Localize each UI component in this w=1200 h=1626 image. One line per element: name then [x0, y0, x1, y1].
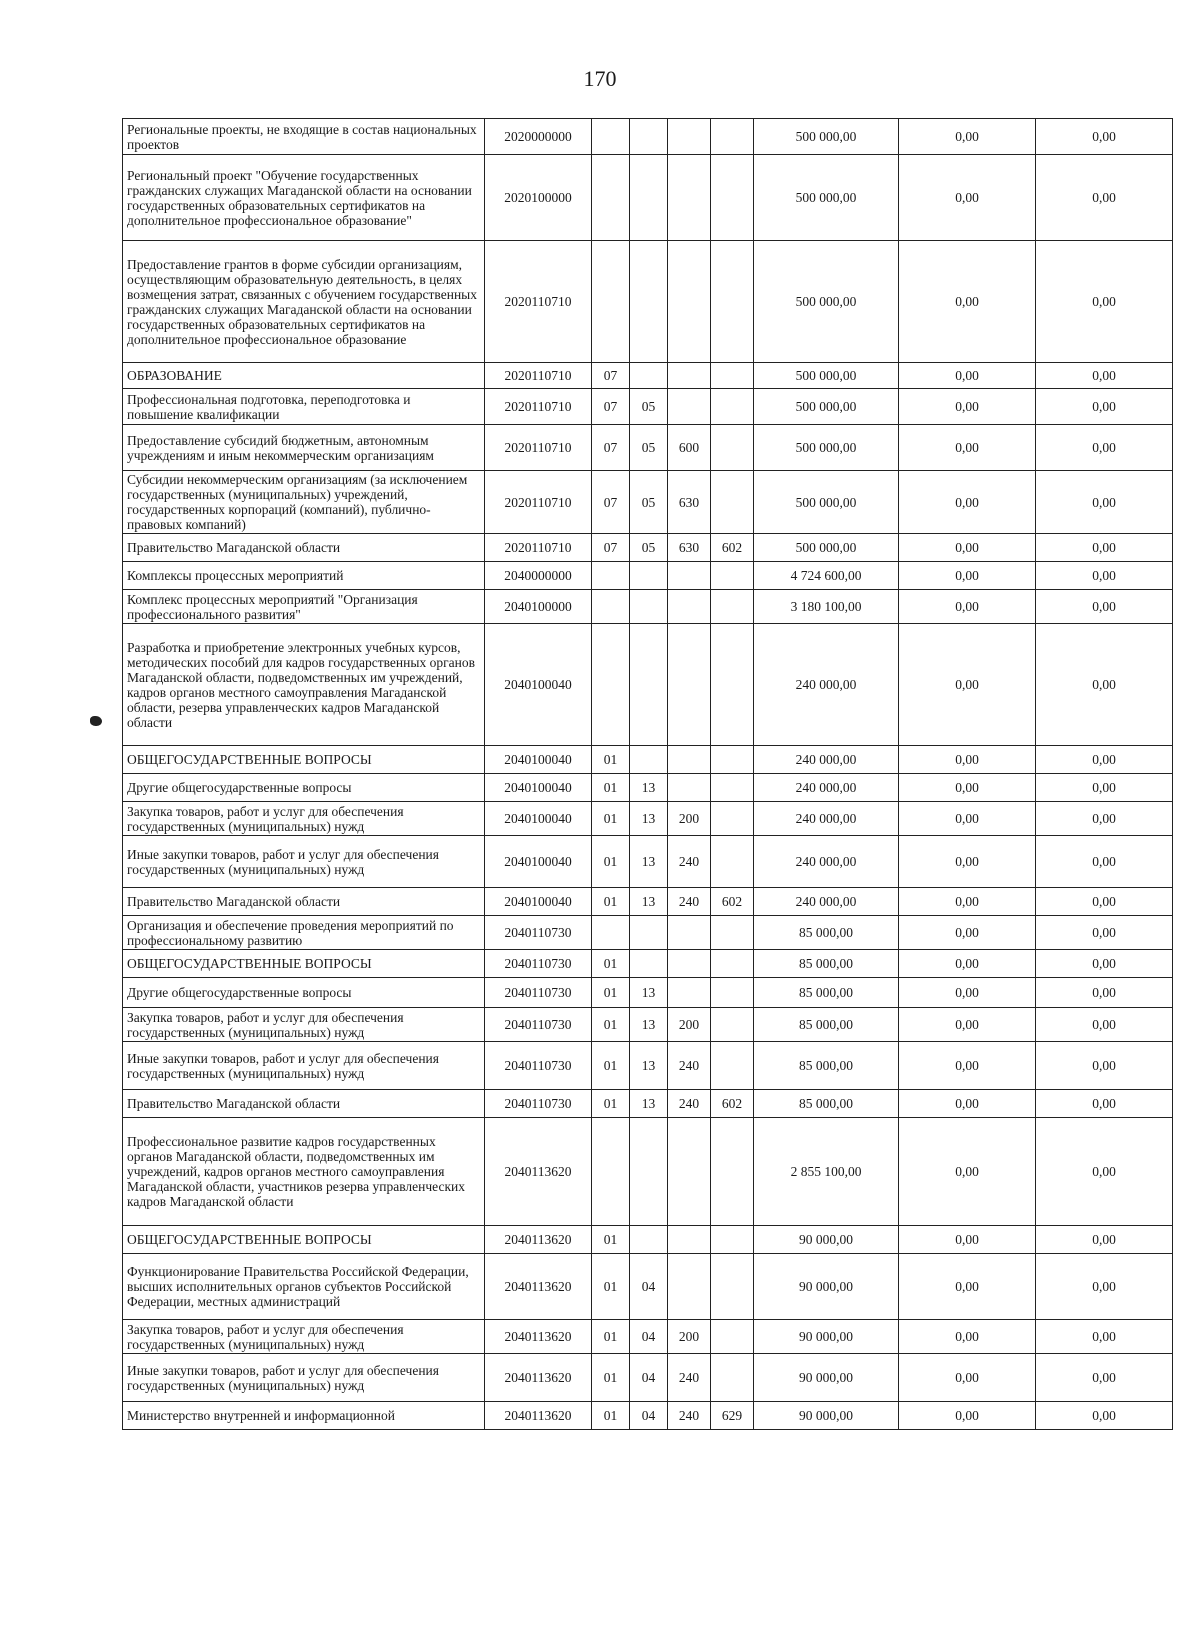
- row-code: 2040100040: [485, 888, 592, 916]
- row-amount-3: 0,00: [1036, 1254, 1173, 1320]
- row-subsection: [630, 1118, 668, 1226]
- row-amount-2: 0,00: [899, 1042, 1036, 1090]
- row-subsection: 13: [630, 1008, 668, 1042]
- row-section: 01: [592, 1254, 630, 1320]
- table-row: [123, 1118, 1173, 1226]
- row-amount-2: 0,00: [899, 916, 1036, 950]
- row-admin-code: [711, 1354, 754, 1402]
- row-name: Закупка товаров, работ и услуг для обеспечения государственных (муниципальных) нужд: [123, 1008, 485, 1042]
- row-amount-3: 0,00: [1036, 1402, 1173, 1430]
- row-admin-code: [711, 1042, 754, 1090]
- row-code: 2040100000: [485, 590, 592, 624]
- row-amount-2: 0,00: [899, 1090, 1036, 1118]
- row-name: Правительство Магаданской области: [123, 888, 485, 916]
- table-row: [123, 363, 1173, 389]
- table-row: [123, 1320, 1173, 1354]
- row-subsection: [630, 241, 668, 363]
- table-row: [123, 241, 1173, 363]
- row-admin-code: [711, 1118, 754, 1226]
- row-expense-type: [668, 916, 711, 950]
- row-expense-type: 200: [668, 1320, 711, 1354]
- row-subsection: [630, 746, 668, 774]
- row-section: [592, 624, 630, 746]
- row-amount-3: 0,00: [1036, 624, 1173, 746]
- row-name: Другие общегосударственные вопросы: [123, 978, 485, 1008]
- row-amount-2: 0,00: [899, 1008, 1036, 1042]
- row-section: 01: [592, 774, 630, 802]
- row-expense-type: 200: [668, 802, 711, 836]
- row-code: 2020110710: [485, 471, 592, 534]
- row-amount-3: 0,00: [1036, 119, 1173, 155]
- row-amount-2: 0,00: [899, 802, 1036, 836]
- row-subsection: 13: [630, 774, 668, 802]
- row-expense-type: [668, 241, 711, 363]
- row-amount: 90 000,00: [754, 1226, 899, 1254]
- row-expense-type: [668, 119, 711, 155]
- row-admin-code: [711, 241, 754, 363]
- row-section: 01: [592, 978, 630, 1008]
- row-name: ОБЩЕГОСУДАРСТВЕННЫЕ ВОПРОСЫ: [123, 746, 485, 774]
- row-admin-code: [711, 1226, 754, 1254]
- row-section: [592, 241, 630, 363]
- row-name: Правительство Магаданской области: [123, 1090, 485, 1118]
- row-admin-code: [711, 1254, 754, 1320]
- row-amount-3: 0,00: [1036, 1226, 1173, 1254]
- row-amount-2: 0,00: [899, 624, 1036, 746]
- row-name: ОБЩЕГОСУДАРСТВЕННЫЕ ВОПРОСЫ: [123, 950, 485, 978]
- row-subsection: 05: [630, 534, 668, 562]
- row-subsection: [630, 916, 668, 950]
- row-section: [592, 590, 630, 624]
- row-name: Другие общегосударственные вопросы: [123, 774, 485, 802]
- row-name: Комплекс процессных мероприятий "Организация профессионального развития": [123, 590, 485, 624]
- row-amount-3: 0,00: [1036, 746, 1173, 774]
- table-row: [123, 836, 1173, 888]
- row-expense-type: [668, 624, 711, 746]
- row-amount: 240 000,00: [754, 774, 899, 802]
- row-name: Профессиональная подготовка, переподготовка и повышение квалификации: [123, 389, 485, 425]
- row-amount: 85 000,00: [754, 1042, 899, 1090]
- row-amount: 2 855 100,00: [754, 1118, 899, 1226]
- row-amount-3: 0,00: [1036, 836, 1173, 888]
- row-subsection: [630, 590, 668, 624]
- row-code: 2040110730: [485, 916, 592, 950]
- row-amount: 85 000,00: [754, 1090, 899, 1118]
- row-code: 2040100040: [485, 746, 592, 774]
- row-section: 07: [592, 389, 630, 425]
- row-amount: 3 180 100,00: [754, 590, 899, 624]
- table-row: [123, 119, 1173, 155]
- row-expense-type: [668, 562, 711, 590]
- row-expense-type: [668, 1254, 711, 1320]
- row-amount: 90 000,00: [754, 1320, 899, 1354]
- row-name: Предоставление субсидий бюджетным, автономным учреждениям и иным некоммерческим организациям: [123, 425, 485, 471]
- row-section: 01: [592, 802, 630, 836]
- row-amount: 240 000,00: [754, 746, 899, 774]
- row-expense-type: 240: [668, 888, 711, 916]
- table-row: [123, 562, 1173, 590]
- row-name: Организация и обеспечение проведения мероприятий по профессиональному развитию: [123, 916, 485, 950]
- row-amount-3: 0,00: [1036, 802, 1173, 836]
- row-code: 2040110730: [485, 978, 592, 1008]
- table-row: [123, 1354, 1173, 1402]
- table-row: [123, 1402, 1173, 1430]
- row-amount-3: 0,00: [1036, 590, 1173, 624]
- row-subsection: 13: [630, 1090, 668, 1118]
- scan-smudge: [90, 716, 102, 726]
- row-expense-type: [668, 978, 711, 1008]
- row-amount-2: 0,00: [899, 1226, 1036, 1254]
- row-admin-code: [711, 916, 754, 950]
- row-amount: 4 724 600,00: [754, 562, 899, 590]
- row-code: 2020000000: [485, 119, 592, 155]
- page-number: 170: [583, 66, 617, 91]
- row-subsection: 05: [630, 425, 668, 471]
- row-expense-type: 630: [668, 534, 711, 562]
- row-code: 2040110730: [485, 950, 592, 978]
- table-row: [123, 155, 1173, 241]
- row-amount: 500 000,00: [754, 471, 899, 534]
- row-subsection: 04: [630, 1354, 668, 1402]
- row-amount-3: 0,00: [1036, 241, 1173, 363]
- row-code: 2020110710: [485, 363, 592, 389]
- row-admin-code: [711, 978, 754, 1008]
- row-subsection: 04: [630, 1402, 668, 1430]
- row-subsection: [630, 155, 668, 241]
- row-name: ОБРАЗОВАНИЕ: [123, 363, 485, 389]
- table-row: [123, 1254, 1173, 1320]
- row-section: 01: [592, 1226, 630, 1254]
- row-subsection: 13: [630, 836, 668, 888]
- row-expense-type: [668, 363, 711, 389]
- row-name: Разработка и приобретение электронных учебных курсов, методических пособий для кадров государственных органов Магаданской области, подведомственных им учреждений, кадров органов местного самоуправления Магаданской области, резерва управленческих кадров Магаданской области: [123, 624, 485, 746]
- row-amount-2: 0,00: [899, 1254, 1036, 1320]
- row-amount-2: 0,00: [899, 363, 1036, 389]
- row-code: 2020110710: [485, 425, 592, 471]
- row-section: [592, 155, 630, 241]
- row-name: Комплексы процессных мероприятий: [123, 562, 485, 590]
- row-amount-2: 0,00: [899, 836, 1036, 888]
- row-amount: 500 000,00: [754, 534, 899, 562]
- row-amount-3: 0,00: [1036, 1118, 1173, 1226]
- table-row: [123, 1008, 1173, 1042]
- row-amount-2: 0,00: [899, 389, 1036, 425]
- table-row: [123, 916, 1173, 950]
- row-section: 01: [592, 746, 630, 774]
- row-admin-code: [711, 562, 754, 590]
- row-amount: 90 000,00: [754, 1354, 899, 1402]
- row-section: 01: [592, 1090, 630, 1118]
- row-amount-3: 0,00: [1036, 155, 1173, 241]
- row-admin-code: [711, 1008, 754, 1042]
- row-amount-3: 0,00: [1036, 363, 1173, 389]
- row-admin-code: [711, 389, 754, 425]
- row-section: 01: [592, 1008, 630, 1042]
- row-name: Региональные проекты, не входящие в состав национальных проектов: [123, 119, 485, 155]
- row-section: 01: [592, 836, 630, 888]
- row-amount-3: 0,00: [1036, 534, 1173, 562]
- row-admin-code: 602: [711, 534, 754, 562]
- row-name: Региональный проект "Обучение государственных гражданских служащих Магаданской области на основании государственных образовательных сертификатов на дополнительное профессиональное образование": [123, 155, 485, 241]
- row-section: 01: [592, 1402, 630, 1430]
- row-amount: 90 000,00: [754, 1402, 899, 1430]
- row-admin-code: [711, 836, 754, 888]
- row-amount-2: 0,00: [899, 471, 1036, 534]
- row-code: 2040000000: [485, 562, 592, 590]
- row-amount-2: 0,00: [899, 590, 1036, 624]
- row-name: ОБЩЕГОСУДАРСТВЕННЫЕ ВОПРОСЫ: [123, 1226, 485, 1254]
- row-section: 01: [592, 950, 630, 978]
- row-admin-code: [711, 950, 754, 978]
- table-row: [123, 978, 1173, 1008]
- row-expense-type: [668, 590, 711, 624]
- table-row: [123, 1042, 1173, 1090]
- table-row: [123, 950, 1173, 978]
- row-admin-code: [711, 774, 754, 802]
- row-amount: 500 000,00: [754, 241, 899, 363]
- row-subsection: 13: [630, 802, 668, 836]
- row-subsection: [630, 562, 668, 590]
- row-amount-2: 0,00: [899, 1320, 1036, 1354]
- row-amount: 240 000,00: [754, 836, 899, 888]
- row-expense-type: 240: [668, 1090, 711, 1118]
- row-amount-2: 0,00: [899, 1118, 1036, 1226]
- row-expense-type: 240: [668, 1354, 711, 1402]
- row-section: [592, 119, 630, 155]
- row-admin-code: [711, 471, 754, 534]
- table-row: [123, 624, 1173, 746]
- row-expense-type: [668, 774, 711, 802]
- row-amount-2: 0,00: [899, 562, 1036, 590]
- row-section: 01: [592, 888, 630, 916]
- row-subsection: 05: [630, 471, 668, 534]
- row-amount: 500 000,00: [754, 119, 899, 155]
- row-code: 2020110710: [485, 241, 592, 363]
- row-code: 2020100000: [485, 155, 592, 241]
- row-expense-type: 240: [668, 836, 711, 888]
- row-code: 2040100040: [485, 774, 592, 802]
- row-amount: 90 000,00: [754, 1254, 899, 1320]
- row-code: 2040110730: [485, 1042, 592, 1090]
- row-name: Иные закупки товаров, работ и услуг для обеспечения государственных (муниципальных) нужд: [123, 1042, 485, 1090]
- table-row: [123, 471, 1173, 534]
- table-body: [123, 119, 1173, 1430]
- row-section: 07: [592, 534, 630, 562]
- row-name: Министерство внутренней и информационной: [123, 1402, 485, 1430]
- row-amount: 85 000,00: [754, 916, 899, 950]
- row-expense-type: 200: [668, 1008, 711, 1042]
- row-amount-3: 0,00: [1036, 978, 1173, 1008]
- row-amount: 85 000,00: [754, 950, 899, 978]
- row-amount-3: 0,00: [1036, 425, 1173, 471]
- row-name: Функционирование Правительства Российской Федерации, высших исполнительных органов субъектов Российской Федерации, местных администраций: [123, 1254, 485, 1320]
- table-row: [123, 534, 1173, 562]
- row-subsection: [630, 950, 668, 978]
- table-row: [123, 1226, 1173, 1254]
- row-code: 2040100040: [485, 836, 592, 888]
- row-section: 01: [592, 1042, 630, 1090]
- row-code: 2040100040: [485, 802, 592, 836]
- row-admin-code: [711, 1320, 754, 1354]
- row-expense-type: 240: [668, 1402, 711, 1430]
- row-admin-code: 602: [711, 1090, 754, 1118]
- row-subsection: 13: [630, 978, 668, 1008]
- table-row: [123, 888, 1173, 916]
- row-admin-code: [711, 746, 754, 774]
- row-subsection: 13: [630, 1042, 668, 1090]
- row-amount-2: 0,00: [899, 888, 1036, 916]
- row-amount-2: 0,00: [899, 746, 1036, 774]
- row-expense-type: [668, 746, 711, 774]
- row-code: 2020110710: [485, 389, 592, 425]
- row-subsection: 04: [630, 1320, 668, 1354]
- row-admin-code: 629: [711, 1402, 754, 1430]
- table-row: [123, 774, 1173, 802]
- row-amount-2: 0,00: [899, 119, 1036, 155]
- row-expense-type: [668, 155, 711, 241]
- row-amount-3: 0,00: [1036, 1008, 1173, 1042]
- row-amount-3: 0,00: [1036, 916, 1173, 950]
- row-subsection: 13: [630, 888, 668, 916]
- row-name: Закупка товаров, работ и услуг для обеспечения государственных (муниципальных) нужд: [123, 802, 485, 836]
- row-amount: 85 000,00: [754, 1008, 899, 1042]
- table-row: [123, 590, 1173, 624]
- row-amount: 500 000,00: [754, 389, 899, 425]
- row-section: 07: [592, 363, 630, 389]
- table-row: [123, 746, 1173, 774]
- row-amount-3: 0,00: [1036, 888, 1173, 916]
- row-amount-2: 0,00: [899, 425, 1036, 471]
- row-section: [592, 562, 630, 590]
- row-amount-2: 0,00: [899, 241, 1036, 363]
- row-expense-type: 630: [668, 471, 711, 534]
- row-section: 01: [592, 1354, 630, 1402]
- row-section: [592, 1118, 630, 1226]
- row-code: 2040100040: [485, 624, 592, 746]
- row-subsection: 05: [630, 389, 668, 425]
- row-admin-code: [711, 363, 754, 389]
- row-admin-code: [711, 802, 754, 836]
- row-code: 2040110730: [485, 1090, 592, 1118]
- table-row: [123, 1090, 1173, 1118]
- row-amount-3: 0,00: [1036, 1320, 1173, 1354]
- table-row: [123, 425, 1173, 471]
- row-name: Закупка товаров, работ и услуг для обеспечения государственных (муниципальных) нужд: [123, 1320, 485, 1354]
- row-amount-3: 0,00: [1036, 1090, 1173, 1118]
- row-section: 07: [592, 471, 630, 534]
- row-amount-2: 0,00: [899, 155, 1036, 241]
- row-amount-2: 0,00: [899, 774, 1036, 802]
- row-expense-type: [668, 1226, 711, 1254]
- row-amount-3: 0,00: [1036, 562, 1173, 590]
- row-amount: 500 000,00: [754, 155, 899, 241]
- row-expense-type: [668, 950, 711, 978]
- row-amount-3: 0,00: [1036, 774, 1173, 802]
- row-admin-code: [711, 155, 754, 241]
- row-admin-code: 602: [711, 888, 754, 916]
- row-code: 2020110710: [485, 534, 592, 562]
- row-amount-2: 0,00: [899, 950, 1036, 978]
- row-amount: 240 000,00: [754, 802, 899, 836]
- row-name: Иные закупки товаров, работ и услуг для обеспечения государственных (муниципальных) нужд: [123, 1354, 485, 1402]
- row-name: Субсидии некоммерческим организациям (за исключением государственных (муниципальных) учреждений, государственных корпораций (компаний), публично-правовых компаний): [123, 471, 485, 534]
- row-code: 2040113620: [485, 1354, 592, 1402]
- row-subsection: [630, 624, 668, 746]
- row-expense-type: 600: [668, 425, 711, 471]
- row-amount-2: 0,00: [899, 534, 1036, 562]
- row-amount: 240 000,00: [754, 624, 899, 746]
- row-name: Иные закупки товаров, работ и услуг для обеспечения государственных (муниципальных) нужд: [123, 836, 485, 888]
- row-amount: 240 000,00: [754, 888, 899, 916]
- row-code: 2040113620: [485, 1402, 592, 1430]
- row-subsection: [630, 1226, 668, 1254]
- row-amount-2: 0,00: [899, 1354, 1036, 1402]
- table-row: [123, 389, 1173, 425]
- row-admin-code: [711, 590, 754, 624]
- row-admin-code: [711, 624, 754, 746]
- row-code: 2040110730: [485, 1008, 592, 1042]
- row-code: 2040113620: [485, 1226, 592, 1254]
- row-code: 2040113620: [485, 1118, 592, 1226]
- row-amount-3: 0,00: [1036, 1354, 1173, 1402]
- row-amount: 85 000,00: [754, 978, 899, 1008]
- row-amount-3: 0,00: [1036, 1042, 1173, 1090]
- row-amount-3: 0,00: [1036, 950, 1173, 978]
- row-code: 2040113620: [485, 1320, 592, 1354]
- table-row: [123, 802, 1173, 836]
- row-amount: 500 000,00: [754, 363, 899, 389]
- row-amount-3: 0,00: [1036, 389, 1173, 425]
- budget-table: [122, 118, 1173, 1430]
- row-section: 01: [592, 1320, 630, 1354]
- row-name: Профессиональное развитие кадров государственных органов Магаданской области, подведомственных им учреждений, кадров органов местного самоуправления Магаданской области, участников резерва управленческих кадров Магаданской области: [123, 1118, 485, 1226]
- row-section: 07: [592, 425, 630, 471]
- row-section: [592, 916, 630, 950]
- row-subsection: 04: [630, 1254, 668, 1320]
- row-subsection: [630, 119, 668, 155]
- row-name: Правительство Магаданской области: [123, 534, 485, 562]
- row-amount: 500 000,00: [754, 425, 899, 471]
- row-amount-2: 0,00: [899, 1402, 1036, 1430]
- row-expense-type: 240: [668, 1042, 711, 1090]
- row-expense-type: [668, 389, 711, 425]
- row-subsection: [630, 363, 668, 389]
- row-amount-2: 0,00: [899, 978, 1036, 1008]
- row-code: 2040113620: [485, 1254, 592, 1320]
- row-admin-code: [711, 425, 754, 471]
- row-expense-type: [668, 1118, 711, 1226]
- row-name: Предоставление грантов в форме субсидии организациям, осуществляющим образовательную деятельность, в целях возмещения затрат, связанных с обучением государственных гражданских служащих Магаданской области на основании государственных образовательных сертификатов на дополнительное профессиональное образование: [123, 241, 485, 363]
- row-admin-code: [711, 119, 754, 155]
- row-amount-3: 0,00: [1036, 471, 1173, 534]
